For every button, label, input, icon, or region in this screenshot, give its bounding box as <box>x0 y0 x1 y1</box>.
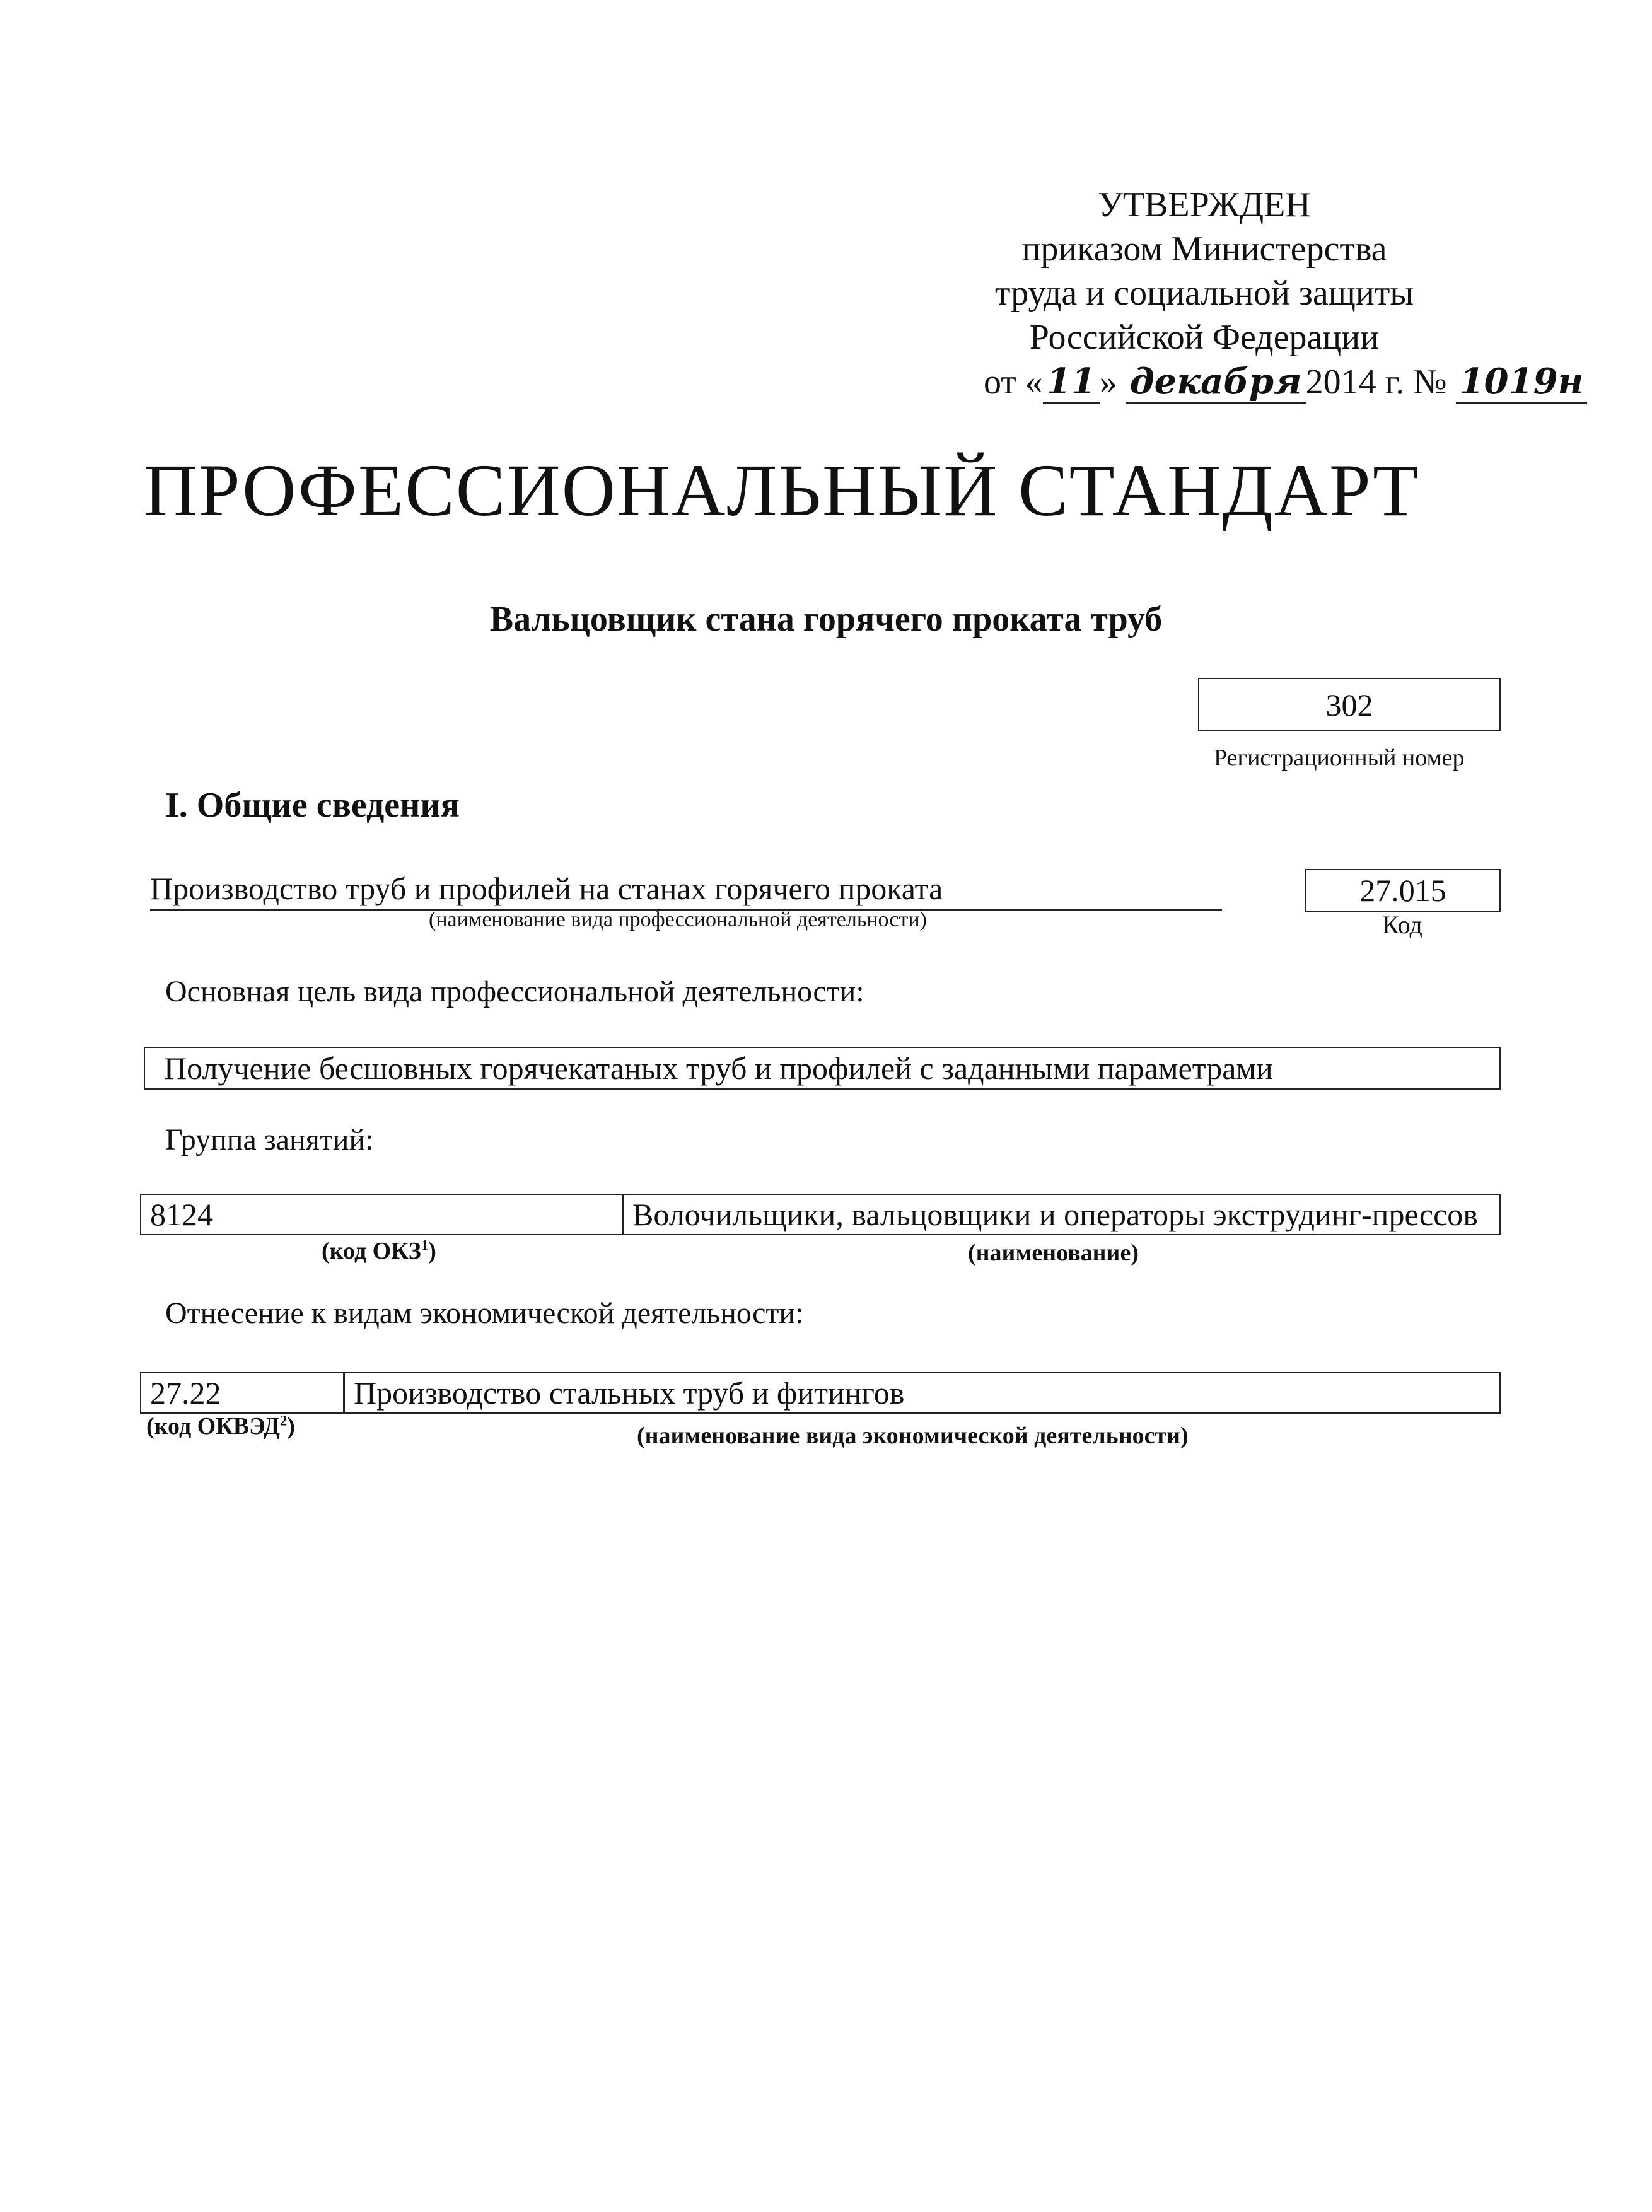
activity-caption: (наименование вида профессиональной деятельности) <box>429 908 927 931</box>
goal-label: Основная цель вида профессиональной деятельности: <box>165 975 864 1008</box>
approval-line-2: труда и социальной защиты <box>995 274 1414 313</box>
footnote-2-mark: 2 <box>279 1412 288 1429</box>
okz-code: 8124 <box>150 1197 213 1232</box>
handwritten-month: декабря <box>1126 361 1306 404</box>
okved-code-caption: (код ОКВЭД$^2$) <box>146 1412 295 1440</box>
group-label: Группа занятий: <box>165 1123 374 1156</box>
document-subtitle: Вальцовщик стана горячего проката труб <box>489 600 1163 639</box>
registration-caption: Регистрационный номер <box>1214 745 1465 771</box>
goal-box <box>144 1047 1501 1090</box>
approval-line-3: Российской Федерации <box>1029 318 1380 357</box>
approval-line-1: приказом Министерства <box>1021 230 1387 269</box>
registration-number: 302 <box>1325 687 1373 723</box>
date-quote-close: » <box>1099 363 1117 402</box>
okz-table <box>140 1194 1501 1235</box>
section-heading: I. Общие сведения <box>165 786 460 825</box>
approval-block <box>946 183 1584 404</box>
handwritten-day: 11 <box>1043 361 1100 404</box>
date-year: 2014 г. № <box>1305 363 1447 402</box>
activity-code: 27.015 <box>1359 873 1446 908</box>
goal-text: Получение бесшовных горячекатаных труб и профилей с заданными параметрами <box>164 1051 1273 1086</box>
code-caption: Код <box>1382 911 1422 939</box>
okved-code: 27.22 <box>150 1375 221 1411</box>
registration-number-box <box>1198 678 1501 731</box>
approval-date-line <box>946 359 1584 404</box>
okved-table <box>140 1372 1501 1414</box>
approval-heading: УТВЕРЖДЕН <box>1098 185 1311 224</box>
econ-label: Отнесение к видам экономической деятельности: <box>165 1296 804 1330</box>
footnote-1-mark: 1 <box>421 1237 429 1254</box>
activity-name: Производство труб и профилей на станах горячего проката <box>150 870 1222 911</box>
okz-name: Волочильщики, вальцовщики и операторы экструдинг-прессов <box>622 1195 1499 1234</box>
activity-code-box <box>1305 869 1501 912</box>
okz-name-caption: (наименование) <box>968 1240 1139 1266</box>
date-prefix: от « <box>984 363 1043 402</box>
okved-name-caption: (наименование вида экономической деятельности) <box>637 1423 1189 1449</box>
okved-name: Производство стальных труб и фитингов <box>343 1373 1499 1412</box>
okz-code-caption: (код ОКЗ$^1$) <box>322 1237 436 1264</box>
handwritten-order-number: 1019н <box>1456 361 1588 404</box>
document-title: ПРОФЕССИОНАЛЬНЫЙ СТАНДАРТ <box>143 449 1420 532</box>
